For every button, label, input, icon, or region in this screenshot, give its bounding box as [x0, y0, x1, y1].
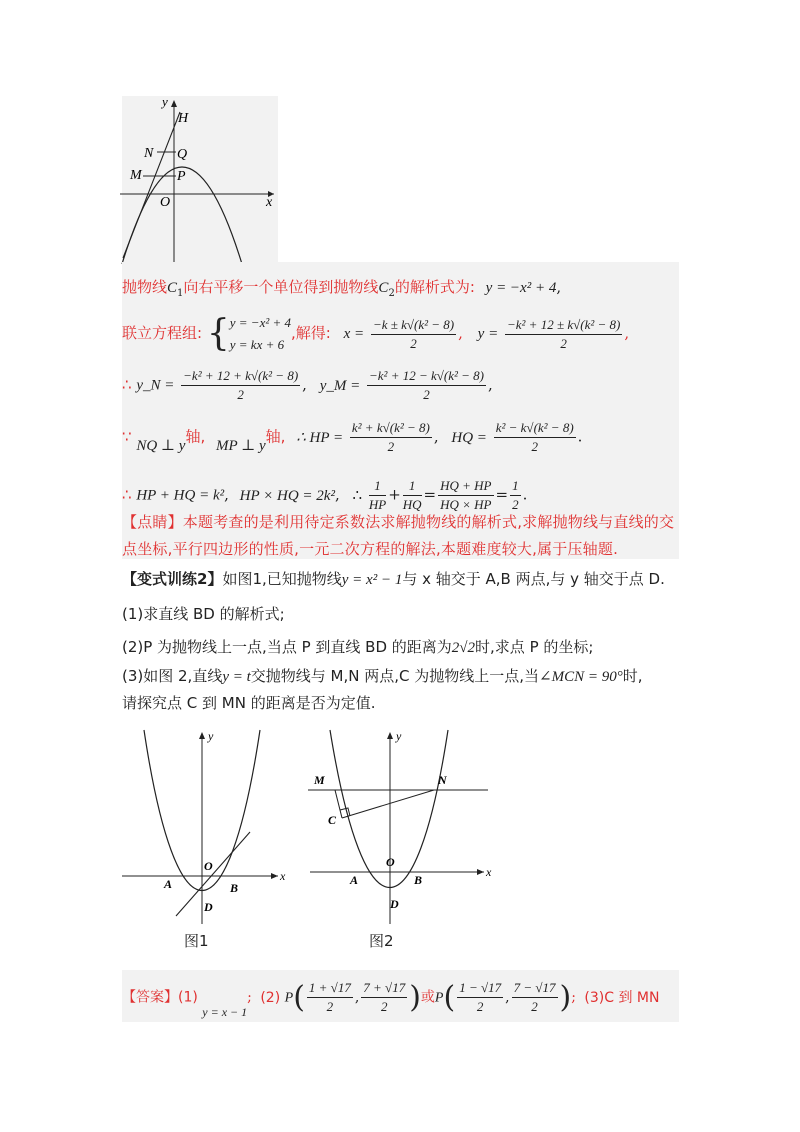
frac-sum-product: $\frac{HQ + HP}{HQ \times HP}$ [440, 478, 492, 512]
frac-ym: $\frac{\text{−k² + 12 − k√(k² − 8)}}{2}$ [369, 368, 485, 402]
frac-half: $\frac{1}{2}$ [512, 478, 519, 512]
fig-top-label-y: y [162, 96, 168, 109]
fig2-label-d: D [390, 897, 399, 911]
figure-2-caption: 图2 [369, 932, 394, 950]
fig-top-label-h: H [178, 111, 189, 126]
solution-formula-c2: y = −x² + 4 [485, 280, 557, 296]
fig1-label-a: A [164, 877, 173, 891]
answer-part-3: (3)C 到 MN [584, 989, 660, 1006]
answer-p2-y: $\frac{7 - √17}{2}$ [513, 980, 556, 1014]
frac-x-solution: $\frac{\text{−k ± k√(k² − 8)}}{2}$ [372, 316, 455, 351]
figure-1-caption: 图1 [184, 932, 209, 950]
answer-line: 【答案】(1) y = x − 1; (2) P( $\frac{1 + √17}{2}$ , $\frac{7 + √17}{2}$ )或P( $\frac{1 - √17}{2}$ , $\frac{7 - √17}{2}$ ); (3)C 到 MN [122, 980, 660, 1019]
fig1-label-o: O [204, 859, 213, 873]
variant-q3: (3)如图 2,直线y = t交抛物线与 M,N 两点,C 为抛物线上一点,当∠MCN = 90°时, [122, 667, 643, 685]
fig-top-label-o: O [160, 195, 171, 210]
fig-top-label-x: x [266, 195, 273, 210]
fig2-label-c: C [328, 813, 337, 827]
variant-intro: 【变式训练2】如图1,已知抛物线y = x² − 1与 x 轴交于 A,B 两点,与 y 轴交于点 D. [122, 570, 665, 588]
solution-line-4: ∵ NQ ⊥ y轴, MP ⊥ y轴, ∴ HP = $\frac{\text{k² + k√(k² − 8)}}{2}$ , HQ = $\frac{\text{k² − k√(k² − 8)}}{2}$ . [122, 420, 583, 454]
answer-p1-x: $\frac{1 + √17}{2}$ [308, 980, 351, 1014]
answer-p1-y: $\frac{7 + √17}{2}$ [363, 980, 406, 1014]
fig2-label-x: x [486, 865, 492, 879]
fig-top-label-q: Q [177, 147, 188, 162]
fig1-label-y: y [208, 729, 214, 743]
variant-q1: (1)求直线 BD 的解析式; [122, 605, 285, 623]
fig1-label-x: x [280, 869, 286, 883]
variant-title: 【变式训练2】 [122, 570, 223, 588]
figure-1 [118, 728, 288, 928]
fig-top-label-m: M [130, 168, 142, 183]
solution-line-1: 抛物线$C_1$向右平移一个单位得到抛物线$C_2$的解析式为: y = −x² + 4, [122, 278, 562, 299]
figure-2 [306, 728, 492, 928]
system-eq-2: y = kx + 6 [229, 337, 285, 352]
fig2-label-a: A [350, 873, 359, 887]
solution-line-2: 联立方程组: { y = −x² + 4 y = kx + 6 ,解得: x = $\frac{\text{−k ± k√(k² − 8)}}{2}$ , y = $\frac{\text{−k² + 12 ± k√(k² − 8)}}{2}$ , [122, 313, 630, 354]
frac-1-hp: $\frac{1}{HP}$ [368, 478, 387, 512]
frac-yn: $\frac{\text{−k² + 12 + k√(k² − 8)}}{2}$ [183, 368, 299, 402]
fig2-label-m: M [314, 773, 325, 787]
fig2-label-n: N [438, 773, 447, 787]
fig2-label-b: B [414, 873, 423, 887]
frac-hp: $\frac{\text{k² + k√(k² − 8)}}{2}$ [351, 420, 430, 454]
frac-y-solution: $\frac{\text{−k² + 12 ± k√(k² − 8)}}{2}$ [506, 316, 621, 351]
fig1-label-d: D [204, 900, 213, 914]
answer-label: 【答案】 [122, 989, 178, 1006]
variant-q2: (2)P 为抛物线上一点,当点 P 到直线 BD 的距离为2√2时,求点 P 的坐标; [122, 638, 594, 656]
system-eq-1: y = −x² + 4 [229, 315, 292, 330]
fig2-label-o: O [386, 855, 395, 869]
fig1-label-b: B [230, 881, 239, 895]
answer-p2-x: $\frac{1 - √17}{2}$ [459, 980, 502, 1014]
frac-1-hq: $\frac{1}{HQ}$ [402, 478, 422, 512]
variant-q3-cont: 请探究点 C 到 MN 的距离是否为定值. [122, 694, 376, 712]
fig2-label-y: y [396, 729, 402, 743]
fig-top-label-p: P [177, 169, 186, 184]
solution-line-3: ∴ y_N = $\frac{\text{−k² + 12 + k√(k² − 8)}}{2}$ , y_M = $\frac{\text{−k² + 12 − k√(k² − 8)}}{2}$ , [122, 368, 493, 402]
solution-line-5: ∴ HP + HQ = k², HP × HQ = 2k², ∴ $\frac{1}{HP}$ + $\frac{1}{HQ}$ = $\frac{HQ + HP}{HQ \times HP}$ = $\frac{1}{2}$ . [122, 478, 528, 512]
top-figure [120, 96, 280, 264]
solution-comment: 【点睛】本题考查的是利用待定系数法求解抛物线的解析式,求解抛物线与直线的交点坐标,平行四边形的性质,一元二次方程的解法,本题难度较大,属于压轴题. [122, 513, 675, 558]
frac-hq: $\frac{\text{k² − k√(k² − 8)}}{2}$ [495, 420, 574, 454]
fig-top-label-n: N [144, 146, 154, 161]
